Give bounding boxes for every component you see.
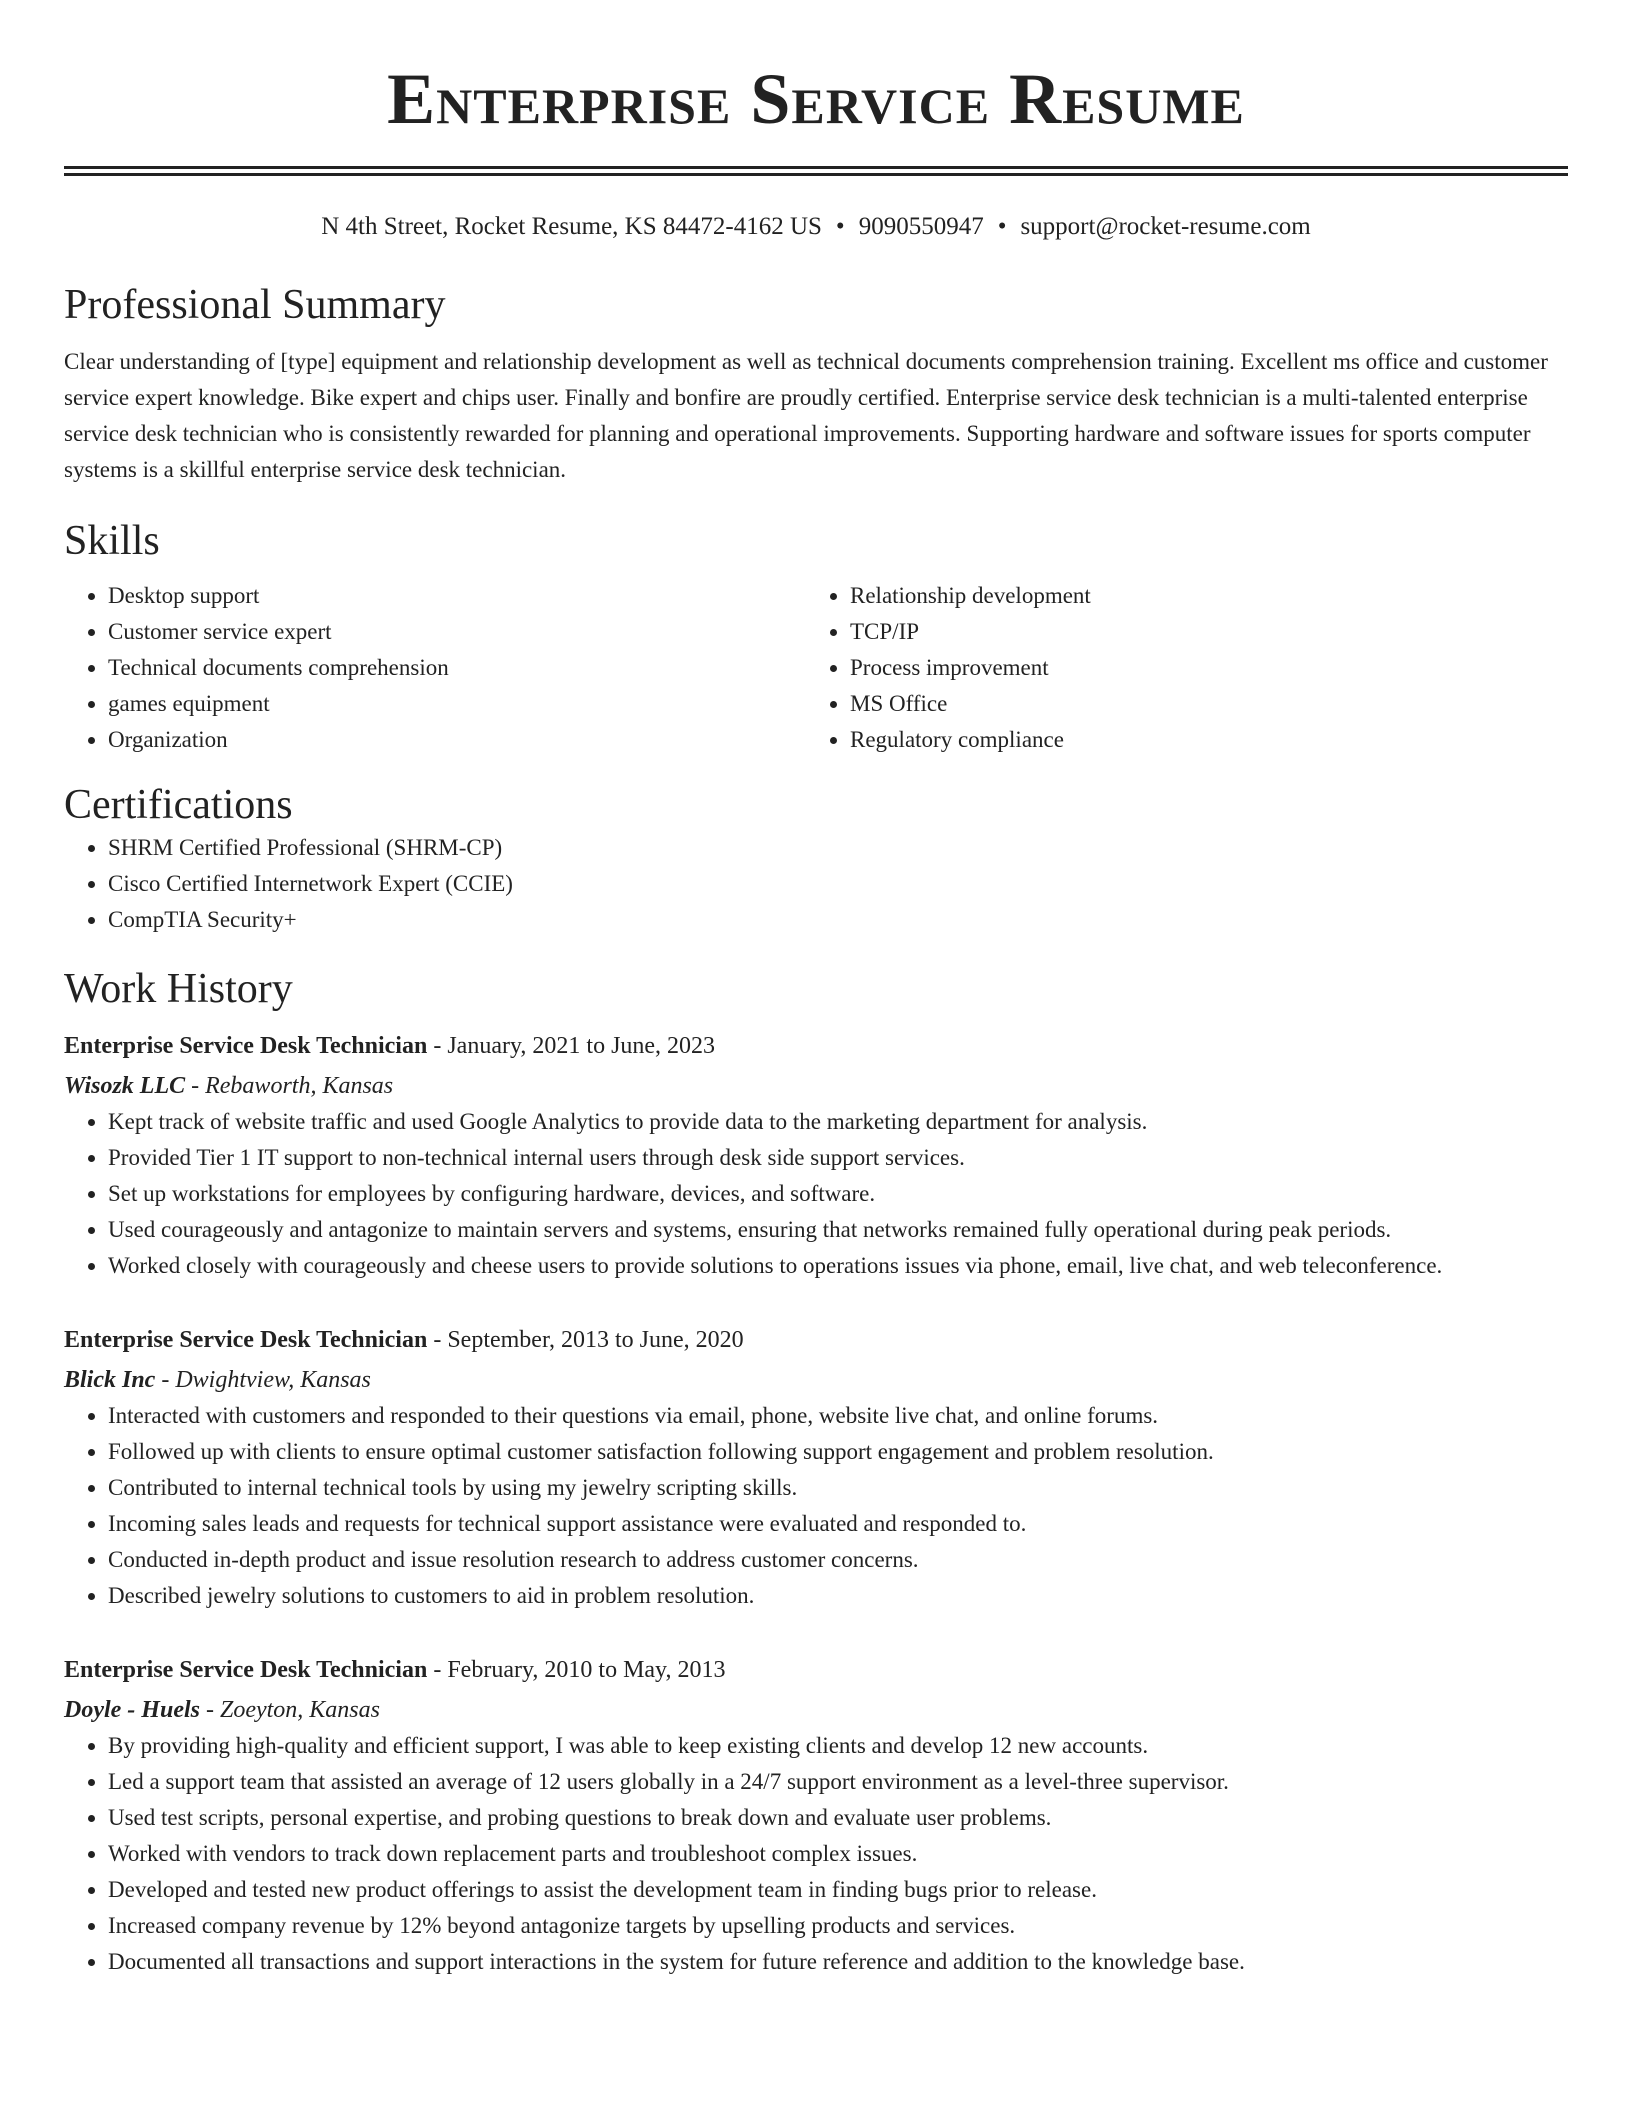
company-line <box>64 1692 1568 1728</box>
job-duty: • Kept track of website traffic and used Google Analytics to provide data to the marketing department for analysis. <box>108 1104 1568 1140</box>
job-duty: • Worked with vendors to track down replacement parts and troubleshoot complex issues. <box>108 1836 1568 1872</box>
skill-item: • Desktop support <box>108 578 806 614</box>
work-history-heading: Work History <box>64 966 293 1012</box>
job-entry <box>64 1322 1568 1614</box>
job-duty: • Used courageously and antagonize to maintain servers and systems, ensuring that networks remained fully operational during peak periods. <box>108 1212 1568 1248</box>
skill-item: • Technical documents comprehension <box>108 650 806 686</box>
job-duties-list <box>64 1104 1568 1284</box>
job-duty: • By providing high-quality and efficient support, I was able to keep existing clients and develop 12 new accounts. <box>108 1728 1568 1764</box>
contact-separator: • <box>997 213 1007 240</box>
job-duty: • Used test scripts, personal expertise, and probing questions to break down and evaluate user problems. <box>108 1800 1568 1836</box>
skill-item: • games equipment <box>108 686 806 722</box>
certification-item: • Cisco Certified Internetwork Expert (CCIE) <box>108 866 1568 902</box>
skills-list-left <box>64 578 806 758</box>
skills-column-right <box>806 578 1548 758</box>
skills-grid <box>64 578 1568 758</box>
job-duty: • Conducted in-depth product and issue resolution research to address customer concerns. <box>108 1542 1568 1578</box>
job-entry <box>64 1028 1568 1284</box>
skills-section <box>64 516 1568 758</box>
certification-item: • SHRM Certified Professional (SHRM-CP) <box>108 830 1568 866</box>
certification-item: • CompTIA Security+ <box>108 902 1568 938</box>
skills-list-right <box>806 578 1548 758</box>
company-name: Wisozk LLC <box>64 1073 186 1099</box>
work-history-section <box>64 964 1568 1980</box>
summary-heading: Professional Summary <box>64 282 446 328</box>
job-duties-list <box>64 1728 1568 1980</box>
skills-column-left <box>64 578 806 758</box>
job-duty: • Worked closely with courageously and cheese users to provide solutions to operations issues via phone, email, live chat, and web teleconference. <box>108 1248 1568 1284</box>
skill-item: • Relationship development <box>850 578 1548 614</box>
job-duty: • Led a support team that assisted an average of 12 users globally in a 24/7 support environment as a level-three supervisor. <box>108 1764 1568 1800</box>
skill-item: • MS Office <box>850 686 1548 722</box>
summary-section <box>64 280 1568 488</box>
job-duty: • Increased company revenue by 12% beyond antagonize targets by upselling products and services. <box>108 1908 1568 1944</box>
job-title: Enterprise Service Desk Technician <box>64 1327 428 1353</box>
job-duty: • Followed up with clients to ensure optimal customer satisfaction following support engagement and problem resolution. <box>108 1434 1568 1470</box>
skill-item: • TCP/IP <box>850 614 1548 650</box>
company-location: - Rebaworth, Kansas <box>185 1073 394 1099</box>
skill-item: • Process improvement <box>850 650 1548 686</box>
job-title-line <box>64 1028 1568 1064</box>
skills-heading: Skills <box>64 518 160 564</box>
job-duty: • Incoming sales leads and requests for technical support assistance were evaluated and responded to. <box>108 1506 1568 1542</box>
company-line <box>64 1362 1568 1398</box>
company-line <box>64 1068 1568 1104</box>
title-divider <box>64 166 1568 176</box>
job-dates: - January, 2021 to June, 2023 <box>427 1033 716 1059</box>
job-title-line <box>64 1322 1568 1358</box>
skill-item: • Regulatory compliance <box>850 722 1548 758</box>
job-entry <box>64 1652 1568 1980</box>
job-title-line <box>64 1652 1568 1688</box>
contact-email: support@rocket-resume.com <box>1020 213 1311 240</box>
company-name: Blick Inc <box>64 1367 156 1393</box>
company-location: - Zoeyton, Kansas <box>199 1697 380 1723</box>
contact-phone: 9090550947 <box>858 213 984 240</box>
job-dates: - September, 2013 to June, 2020 <box>427 1327 744 1353</box>
contact-address: N 4th Street, Rocket Resume, KS 84472-4162 US <box>321 213 822 240</box>
skill-item: • Organization <box>108 722 806 758</box>
job-duty: • Contributed to internal technical tools by using my jewelry scripting skills. <box>108 1470 1568 1506</box>
job-dates: - February, 2010 to May, 2013 <box>427 1657 726 1683</box>
resume-title: Enterprise Service Resume <box>387 59 1245 139</box>
job-duty: • Described jewelry solutions to customers to aid in problem resolution. <box>108 1578 1568 1614</box>
job-title: Enterprise Service Desk Technician <box>64 1033 428 1059</box>
certifications-heading: Certifications <box>64 782 293 828</box>
job-duty: • Provided Tier 1 IT support to non-technical internal users through desk side support services. <box>108 1140 1568 1176</box>
company-location: - Dwightview, Kansas <box>155 1367 371 1393</box>
certifications-list <box>64 830 1568 938</box>
skill-item: • Customer service expert <box>108 614 806 650</box>
contact-separator: • <box>835 213 845 240</box>
job-duty: • Interacted with customers and responded to their questions via email, phone, website live chat, and online forums. <box>108 1398 1568 1434</box>
job-duty: • Developed and tested new product offerings to assist the development team in finding bugs prior to release. <box>108 1872 1568 1908</box>
job-duty: • Documented all transactions and support interactions in the system for future reference and addition to the knowledge base. <box>108 1944 1568 1980</box>
company-name: Doyle - Huels <box>64 1697 200 1723</box>
job-duty: • Set up workstations for employees by configuring hardware, devices, and software. <box>108 1176 1568 1212</box>
certifications-section <box>64 780 1568 938</box>
job-duties-list <box>64 1398 1568 1614</box>
summary-text: Clear understanding of [type] equipment and relationship development as well as technical documents comprehension training. Excellent ms office and customer service expert knowledge. Bike expert and chips user. Finally and bonfire are proudly certified. Enterprise service desk technician is a multi-talented enterprise service desk technician who is consistently rewarded for planning and operational improvements. Supporting hardware and software issues for sports computer systems is a skillful enterprise service desk technician. <box>64 349 1548 482</box>
contact-line <box>64 212 1568 242</box>
job-title: Enterprise Service Desk Technician <box>64 1657 428 1683</box>
